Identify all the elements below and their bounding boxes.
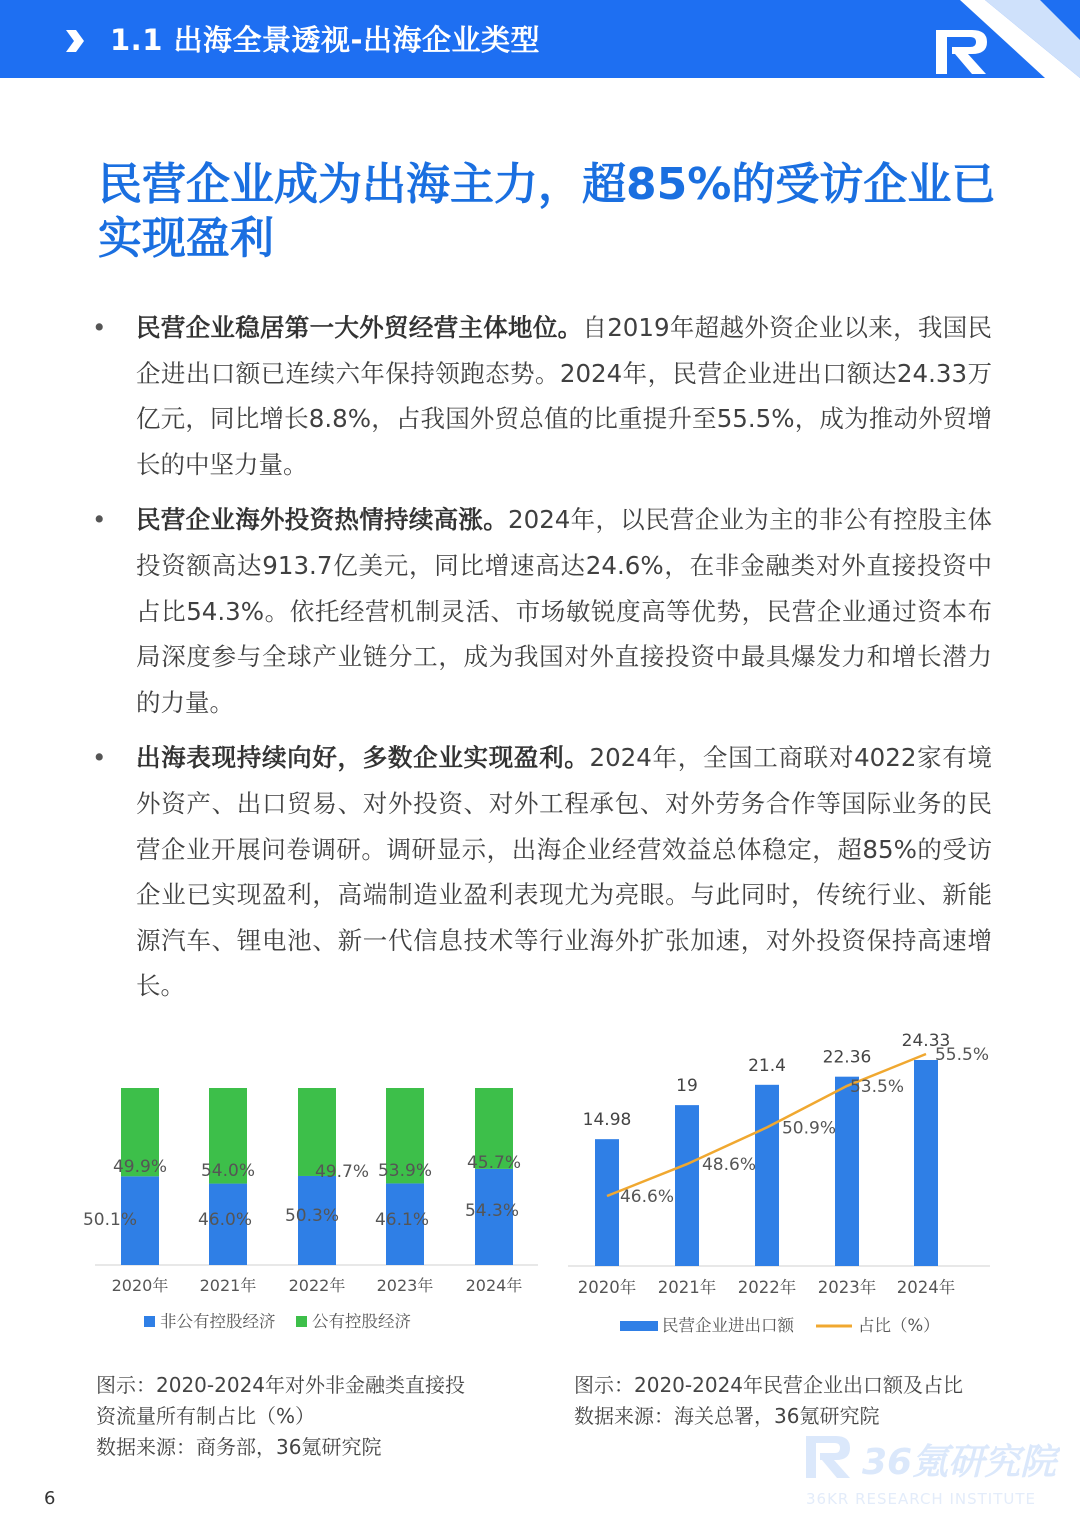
legend-label: 非公有控股经济 <box>160 1312 276 1331</box>
private-export-chart <box>560 1030 1010 1350</box>
x-tick-label: 2022年 <box>288 1276 346 1295</box>
bullet-item <box>92 305 992 487</box>
chart2-caption <box>574 1370 1014 1432</box>
bar-export-value <box>755 1085 779 1266</box>
bullet-lead: 民营企业海外投资热情持续高涨。 <box>136 505 509 535</box>
legend-label: 占比（%） <box>858 1316 940 1335</box>
bullet-dot-icon: • <box>92 505 107 535</box>
bullet-list <box>92 305 992 1019</box>
x-tick-label: 2020年 <box>577 1278 637 1297</box>
caption-line: 图示：2020-2024年对外非金融类直接投 <box>96 1373 466 1397</box>
legend-label: 公有控股经济 <box>312 1312 411 1331</box>
legend-label: 民营企业进出口额 <box>662 1316 794 1335</box>
line-data-label: 48.6% <box>701 1155 757 1176</box>
line-data-label: 53.5% <box>849 1076 905 1097</box>
bullet-item <box>92 735 992 1009</box>
bullet-text: 自2019年超越外资企业以来，我国民企进出口额已连续六年保持领跑态势。2024年，民营企业进出口额达24.33万亿元，同比增长8.8%，占我国外贸总值的比重提升至55.5%，成为推动外贸增长的中坚力量。 <box>136 313 992 479</box>
bar-data-label: 19 <box>676 1076 698 1097</box>
bullet-text: 2024年，以民营企业为主的非公有控股主体投资额高达913.7亿美元，同比增速高达24.6%，在非金融类对外直接投资中占比54.3%。依托经营机制灵活、市场敏锐度高等优势，民营企业通过资本布局深度参与全球产业链分工，成为我国对外直接投资中最具爆发力和增长潜力的力量。 <box>136 505 993 717</box>
legend-swatch <box>144 1316 155 1327</box>
bullet-item <box>92 497 992 725</box>
bullet-lead: 民营企业稳居第一大外贸经营主体地位。 <box>136 313 583 342</box>
x-tick-label: 2024年 <box>896 1278 956 1297</box>
watermark-brand: 36氪研究院 <box>862 1442 1057 1483</box>
bar-export-value <box>675 1105 699 1266</box>
page-headline: 民营企业成为出海主力，超85%的受访企业已实现盈利 <box>98 159 996 264</box>
watermark-subtitle: 36KR RESEARCH INSTITUTE <box>806 1490 1037 1508</box>
bar-export-value <box>835 1077 859 1266</box>
caption-source: 数据来源：海关总署，36氪研究院 <box>574 1404 880 1428</box>
caption-line: 图示：2020-2024年民营企业出口额及占比 <box>574 1373 964 1397</box>
data-label-public: 53.9% <box>377 1161 433 1181</box>
bar-data-label: 22.36 <box>822 1047 872 1068</box>
x-tick-label: 2020年 <box>111 1276 169 1295</box>
header-bar <box>0 0 1080 78</box>
x-tick-label: 2023年 <box>376 1276 434 1295</box>
x-tick-label: 2022年 <box>737 1278 797 1297</box>
bar-export-value <box>914 1060 938 1266</box>
bullet-lead: 出海表现持续向好，多数企业实现盈利。 <box>136 743 590 773</box>
bullet-dot-icon: • <box>92 313 107 342</box>
legend-swatch <box>296 1316 307 1327</box>
data-label-non-public: 46.1% <box>374 1210 430 1230</box>
data-label-non-public: 46.0% <box>197 1210 253 1230</box>
x-tick-label: 2021年 <box>657 1278 717 1297</box>
line-data-label: 46.6% <box>619 1187 675 1207</box>
x-tick-label: 2023年 <box>817 1278 877 1297</box>
watermark-logo <box>800 1430 1060 1512</box>
caption-source: 数据来源：商务部，36氪研究院 <box>96 1435 382 1459</box>
watermark-r-icon <box>806 1436 850 1478</box>
bullet-text: 2024年，全国工商联对4022家有境外资产、出口贸易、对外投资、对外工程承包、对外劳务合作等国际业务的民营企业开展问卷调研。调研显示，出海企业经营效益总体稳定，超85%的受访企业已实现盈利，高端制造业盈利表现尤为亮眼。与此同时，传统行业、新能源汽车、锂电池、新一代信息技术等行业海外扩张加速，对外投资保持高速增长。 <box>136 743 993 1001</box>
data-label-non-public: 50.1% <box>82 1210 138 1230</box>
bar-export-value <box>595 1139 619 1266</box>
bar-data-label: 21.4 <box>748 1055 786 1076</box>
data-label-non-public: 50.3% <box>284 1206 340 1226</box>
bar-data-label: 14.98 <box>582 1110 632 1131</box>
x-tick-label: 2024年 <box>465 1276 523 1295</box>
data-label-non-public: 54.3% <box>464 1201 520 1221</box>
caption-line: 资流量所有制占比（%） <box>96 1404 316 1428</box>
chart1-caption <box>96 1370 526 1463</box>
bar-data-label: 24.33 <box>901 1031 951 1051</box>
data-label-public: 45.7% <box>466 1153 522 1173</box>
section-title: 1.1 出海全景透视-出海企业类型 <box>110 23 541 57</box>
x-tick-label: 2021年 <box>199 1276 257 1295</box>
line-data-label: 55.5% <box>934 1045 990 1065</box>
data-label-public: 49.7% <box>314 1162 370 1182</box>
page-number: 6 <box>44 1488 56 1509</box>
data-label-public: 49.9% <box>112 1157 168 1177</box>
line-data-label: 50.9% <box>781 1118 837 1139</box>
legend-swatch <box>620 1321 658 1331</box>
bullet-dot-icon: • <box>92 743 107 773</box>
data-label-public: 54.0% <box>200 1161 256 1181</box>
ownership-share-chart <box>80 1040 550 1350</box>
